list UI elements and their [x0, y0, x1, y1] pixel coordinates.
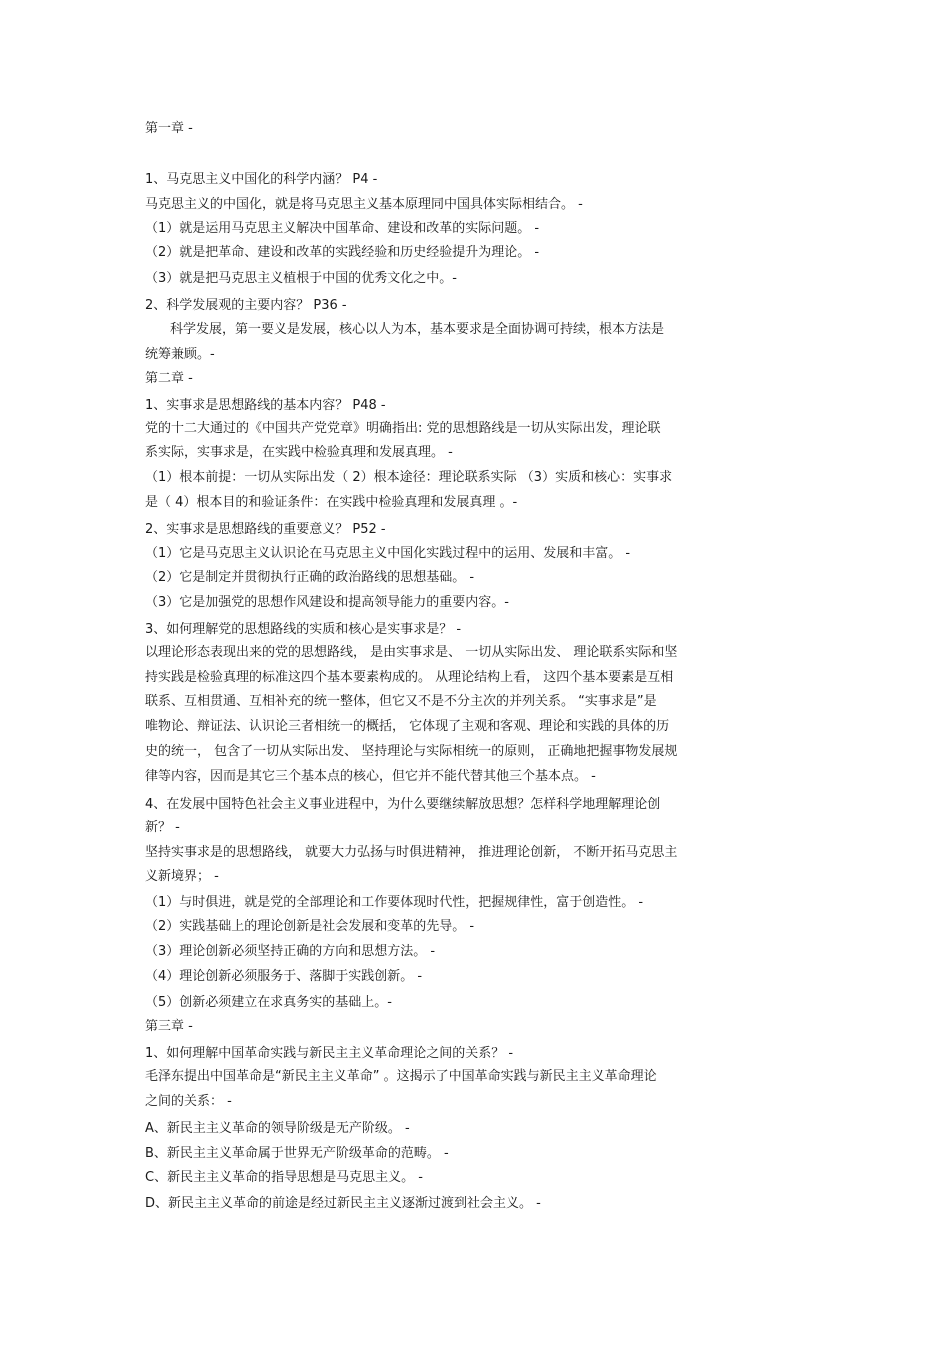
question-heading: 2、实事求是思想路线的重要意义？ P52 -	[145, 522, 386, 537]
chapter-3-heading: 第三章 -	[145, 1019, 193, 1034]
text-line: 唯物论、辩证法、认识论三者相统一的概括， 它体现了主观和客观、理论和实践的具体的历	[145, 719, 670, 734]
list-item: （5）创新必须建立在求真务实的基础上。-	[145, 995, 392, 1010]
question-heading: 4、在发展中国特色社会主义事业进程中，为什么要继续解放思想？怎样科学地理解理论创	[145, 797, 661, 812]
question-heading: 1、如何理解中国革命实践与新民主主义革命理论之间的关系？ -	[145, 1046, 514, 1061]
text-line: 系实际，实事求是，在实践中检验真理和发展真理。 -	[145, 445, 453, 460]
list-item: （2）实践基础上的理论创新是社会发展和变革的先导。 -	[145, 919, 475, 934]
document-page	[145, 0, 805, 1345]
text-line: 联系、互相贯通、互相补充的统一整体，但它又不是不分主次的并列关系。 “实事求是”是	[145, 694, 657, 709]
text-line: 党的十二大通过的《中国共产党党章》明确指出: 党的思想路线是一切从实际出发，理论联	[145, 421, 661, 436]
text-line: 义新境界； -	[145, 869, 219, 884]
text-line: 持实践是检验真理的标准这四个基本要素构成的。 从理论结构上看， 这四个基本要素是互相	[145, 670, 674, 685]
list-item: （4）理论创新必须服务于、落脚于实践创新。 -	[145, 969, 423, 984]
list-item: （2）它是制定并贯彻执行正确的政治路线的思想基础。 -	[145, 570, 475, 585]
list-item: （1）它是马克思主义认识论在马克思主义中国化实践过程中的运用、发展和丰富。 -	[145, 546, 631, 561]
list-item: （2）就是把革命、建设和改革的实践经验和历史经验提升为理论。 -	[145, 245, 540, 260]
text-line: 坚持实事求是的思想路线， 就要大力弘扬与时俱进精神， 推进理论创新， 不断开拓马克思主	[145, 845, 678, 860]
question-heading: 3、如何理解党的思想路线的实质和核心是实事求是？ -	[145, 622, 462, 637]
list-item: C、新民主主义革命的指导思想是马克思主义。 -	[145, 1170, 423, 1185]
text-line: 马克思主义的中国化，就是将马克思主义基本原理同中国具体实际相结合。 -	[145, 197, 583, 212]
text-line: 以理论形态表现出来的党的思想路线， 是由实事求是、 一切从实际出发、 理论联系实际和坚	[145, 645, 678, 660]
list-item: （3）它是加强党的思想作风建设和提高领导能力的重要内容。-	[145, 595, 509, 610]
text-line: 统筹兼顾。-	[145, 347, 215, 362]
text-line: 律等内容，因而是其它三个基本点的核心，但它并不能代替其他三个基本点。 -	[145, 769, 596, 784]
list-item: （1）与时俱进，就是党的全部理论和工作要体现时代性，把握规律性，富于创造性。 -	[145, 895, 644, 910]
chapter-1-heading: 第一章 -	[145, 121, 193, 136]
list-item: B、新民主主义革命属于世界无产阶级革命的范畴。 -	[145, 1146, 449, 1161]
text-line: 科学发展，第一要义是发展，核心以人为本，基本要求是全面协调可持续，根本方法是	[170, 322, 665, 337]
question-heading: 新？ -	[145, 820, 180, 835]
question-heading: 2、科学发展观的主要内容？ P36 -	[145, 298, 347, 313]
question-heading: 1、实事求是思想路线的基本内容？ P48 -	[145, 398, 386, 413]
list-item: （3）理论创新必须坚持正确的方向和思想方法。 -	[145, 944, 436, 959]
chapter-2-heading: 第二章 -	[145, 371, 193, 386]
list-item: （3）就是把马克思主义植根于中国的优秀文化之中。-	[145, 271, 457, 286]
text-line: 毛泽东提出中国革命是“新民主主义革命” 。这揭示了中国革命实践与新民主主义革命理论	[145, 1069, 657, 1084]
list-item: （1）就是运用马克思主义解决中国革命、建设和改革的实际问题。 -	[145, 221, 540, 236]
list-item: A、新民主主义革命的领导阶级是无产阶级。 -	[145, 1121, 410, 1136]
question-heading: 1、马克思主义中国化的科学内涵？ P4 -	[145, 172, 378, 187]
text-line: 之间的关系： -	[145, 1094, 232, 1109]
list-item: （1）根本前提：一切从实际出发（ 2）根本途径：理论联系实际 （3）实质和核心：实事求	[145, 470, 673, 485]
list-item: D、新民主主义革命的前途是经过新民主主义逐渐过渡到社会主义。 -	[145, 1196, 541, 1211]
text-line: 史的统一， 包含了一切从实际出发、 坚持理论与实际相统一的原则， 正确地把握事物发展规	[145, 744, 678, 759]
list-item: 是（ 4）根本目的和验证条件：在实践中检验真理和发展真理 。-	[145, 495, 518, 510]
